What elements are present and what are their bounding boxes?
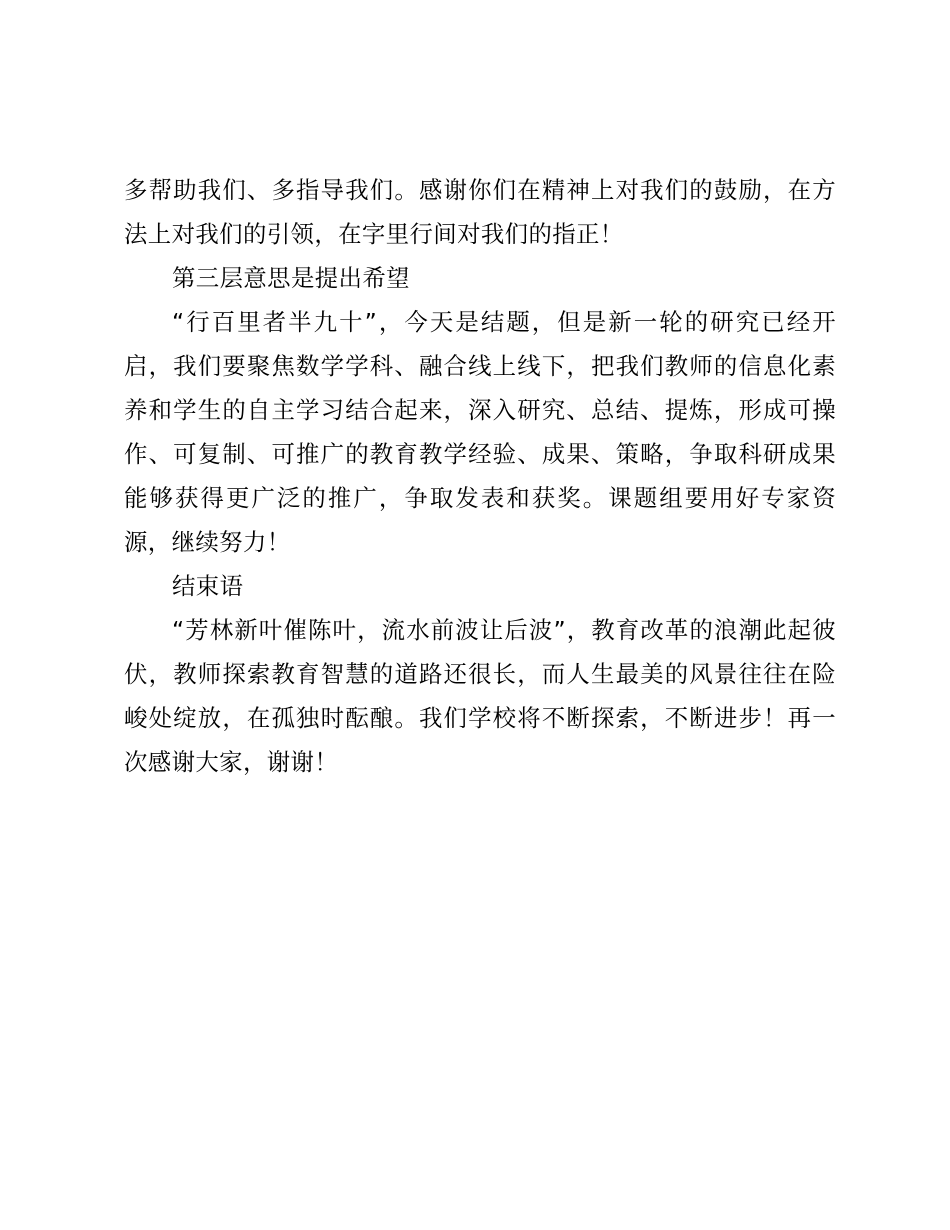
section-heading-hopes: 第三层意思是提出希望 — [172, 264, 410, 292]
paragraph-hopes: “行百里者半九十”，今天是结题，但是新一轮的研究已经开启，我们要聚焦数学学科、融合线上线下，把我们教师的信息化素养和学生的自主学习结合起来，深入研究、总结、提炼，形成可操作、可复制、可推广的教育教学经验、成果、策略，争取科研成果能够获得更广泛的推广，争取发表和获奖。课题组要用好专家资源，继续努力！ — [124, 308, 836, 556]
paragraph-conclusion: “芳林新叶催陈叶，流水前波让后波”，教育改革的浪潮此起彼伏，教师探索教育智慧的道路还很长，而人生最美的风景往往在险峻处绽放，在孤独时酝酿。我们学校将不断探索，不断进步！再一次感谢大家，谢谢！ — [124, 616, 836, 776]
section-heading-conclusion: 结束语 — [172, 572, 244, 600]
paragraph-closing-thanks: 多帮助我们、多指导我们。感谢你们在精神上对我们的鼓励，在方法上对我们的引领，在字里行间对我们的指正！ — [124, 176, 836, 248]
document-body — [124, 168, 836, 784]
